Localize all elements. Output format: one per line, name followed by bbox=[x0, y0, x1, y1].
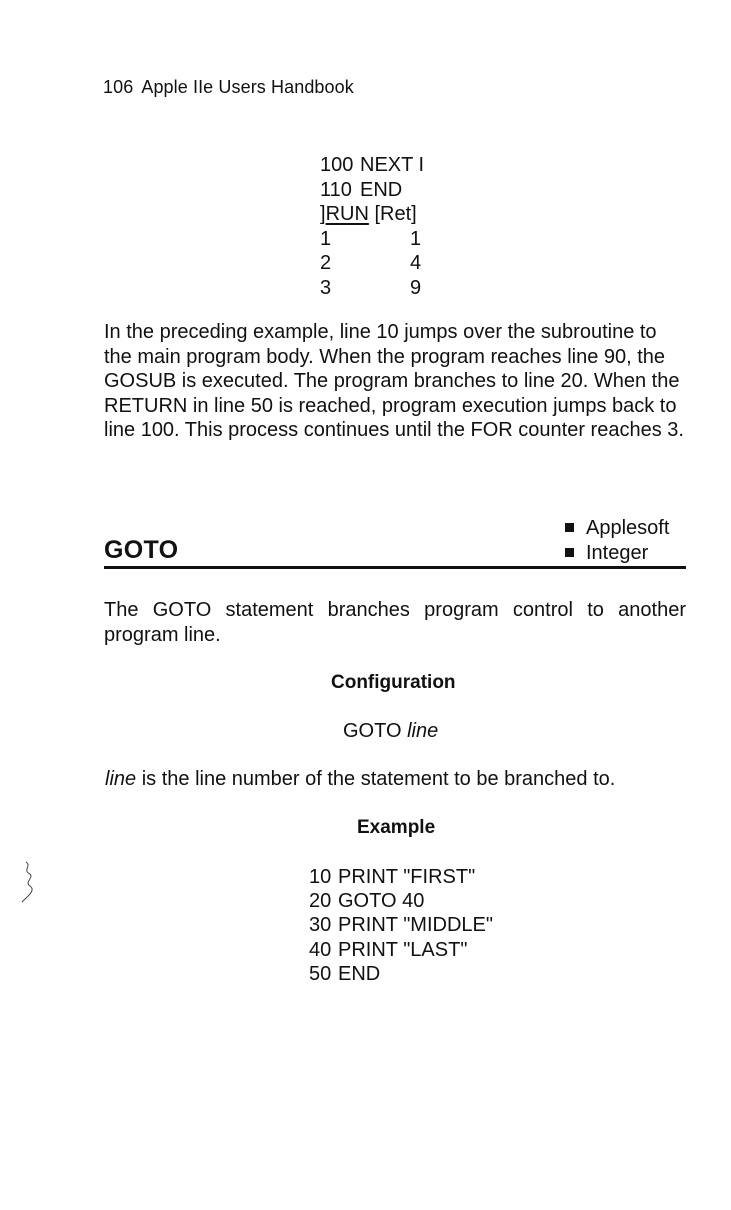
top-code-listing bbox=[320, 153, 424, 300]
parameter-name: line bbox=[105, 768, 137, 790]
run-command-line bbox=[320, 202, 424, 227]
configuration-keyword: GOTO bbox=[343, 720, 402, 742]
output-row: 1 1 bbox=[320, 227, 422, 250]
margin-scribble bbox=[18, 860, 40, 906]
example-code-listing bbox=[309, 865, 493, 986]
dialect-item: Applesoft bbox=[565, 516, 669, 541]
dialect-item: Integer bbox=[565, 541, 669, 566]
code-line: 100 NEXT I bbox=[320, 154, 425, 176]
explanation-paragraph: In the preceding example, line 10 jumps over the subroutine to the main program body. When the program reaches line 90, the GOSUB is executed. The program branches to line 20. When the RETURN in line 50 is reached, program execution jumps back to line 100. This process continues until the FOR counter reaches 3. bbox=[104, 321, 684, 441]
section-title: GOTO bbox=[104, 536, 179, 564]
run-command: RUN bbox=[325, 203, 369, 225]
example-heading: Example bbox=[357, 817, 436, 838]
output-row: 2 4 bbox=[320, 252, 422, 274]
bullet-icon bbox=[565, 523, 574, 532]
output-row: 3 9 bbox=[320, 276, 422, 299]
parameter-text: is the line number of the statement to be branched to. bbox=[141, 768, 616, 790]
code-line: 20 GOTO 40 bbox=[309, 890, 425, 913]
bullet-icon bbox=[565, 548, 574, 557]
dialect-list bbox=[565, 516, 669, 566]
configuration-heading: Configuration bbox=[331, 672, 456, 693]
book-title: Apple IIe Users Handbook bbox=[141, 77, 354, 97]
configuration-syntax bbox=[343, 720, 438, 743]
code-line: 30 PRINT "MIDDLE" bbox=[309, 914, 493, 937]
page-header bbox=[103, 77, 354, 98]
section-rule bbox=[104, 566, 686, 569]
code-line: 10 PRINT "FIRST" bbox=[309, 866, 476, 888]
code-line: 110 END bbox=[320, 178, 403, 201]
run-prompt: ] bbox=[320, 203, 326, 225]
parameter-description bbox=[105, 768, 615, 791]
page-number: 106 bbox=[103, 77, 134, 97]
code-line: 50 END bbox=[309, 962, 381, 985]
section-description: The GOTO statement branches program control to another program line. bbox=[104, 599, 686, 646]
configuration-param: line bbox=[407, 720, 439, 742]
return-key: [Ret] bbox=[374, 203, 417, 225]
code-line: 40 PRINT "LAST" bbox=[309, 938, 468, 961]
